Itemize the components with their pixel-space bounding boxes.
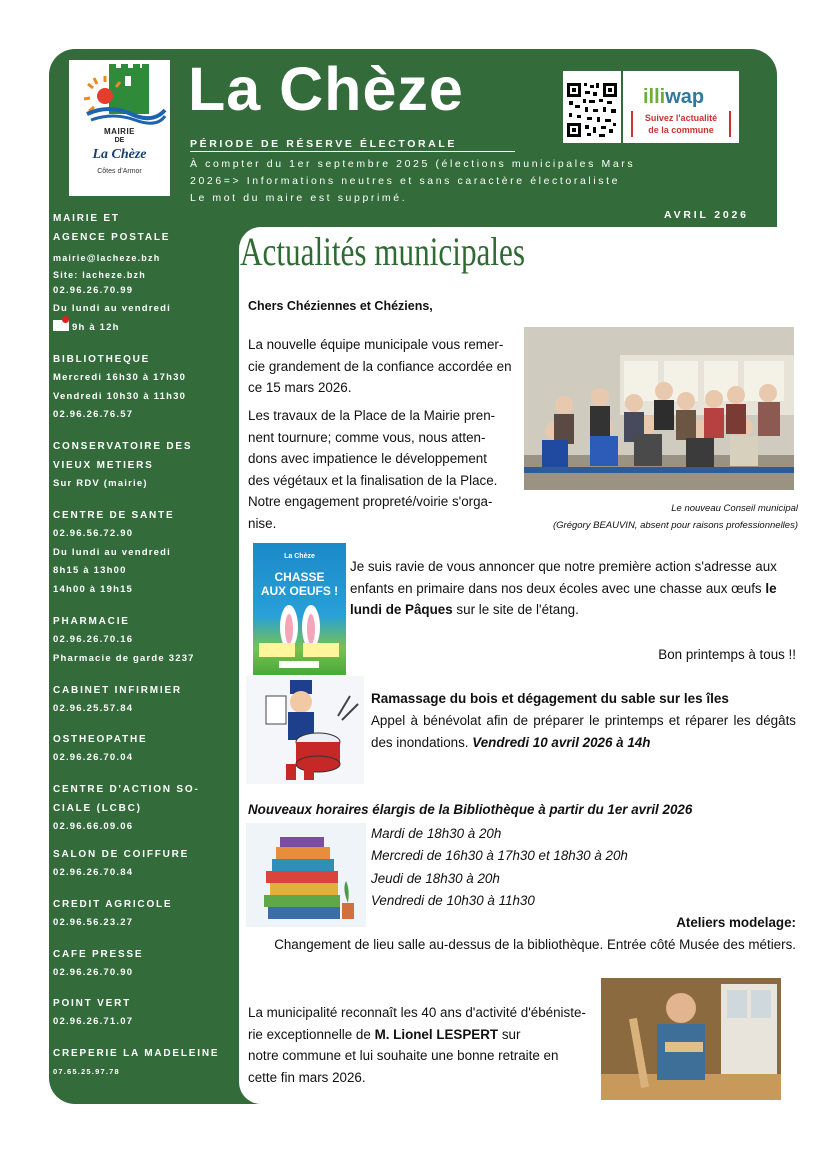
sidebar-credit — [53, 895, 233, 933]
retire-line-1: La municipalité reconnaît les 40 ans d'activité d'ébéniste- — [248, 1005, 586, 1020]
sidebar-point-vert-head: POINT VERT — [53, 998, 132, 1009]
library-title: Nouveaux horaires élargis de la Bibliothèque à partir du 1er avril 2026 — [248, 802, 693, 817]
poster-title-1: CHASSE — [274, 570, 325, 584]
wood-text: Appel à bénévolat afin de préparer le printemps et réparer les dégâts des inondations. — [371, 713, 796, 750]
electoral-notice — [190, 156, 730, 207]
notice-line-1: À compter du 1er septembre 2025 (élections municipales Mars — [190, 158, 636, 170]
notice-line-3: Le mot du maire est supprimé. — [190, 192, 408, 204]
town-crier-illustration — [246, 676, 364, 784]
sidebar-bibliotheque — [53, 350, 233, 425]
illiwap-brand-b: wap — [665, 86, 705, 108]
sidebar-mairie-head-1: MAIRIE ET — [53, 213, 120, 224]
p1-line-2: cie grandement de la confiance accordée en — [248, 358, 512, 374]
sidebar-mairie-email[interactable]: mairie@lacheze.bzh — [53, 253, 161, 263]
sidebar-infirmier-phone: 02.96.25.57.84 — [53, 703, 134, 714]
sidebar-mairie-site[interactable]: Site: lacheze.bzh — [53, 269, 146, 280]
sidebar-pharmacie-head: PHARMACIE — [53, 616, 130, 627]
wood-date: Vendredi 10 avril 2026 à 14h — [472, 734, 651, 750]
drummer-icon — [246, 676, 364, 784]
issue-date: AVRIL 2026 — [664, 209, 749, 221]
logo-department: Côtes d'Armor — [97, 168, 142, 175]
wood-paragraph — [371, 710, 796, 753]
sidebar-coiffure — [53, 845, 233, 883]
sidebar-action-sociale-head-1: CENTRE D'ACTION SO- — [53, 784, 200, 795]
logo-mairie: MAIRIE — [104, 127, 135, 136]
retire-line-4: cette fin mars 2026. — [248, 1069, 366, 1085]
sidebar-pharmacie — [53, 612, 233, 668]
library-hours-2: Mercredi de 16h30 à 17h30 et 18h30 à 20h — [371, 848, 628, 864]
sidebar-cafe — [53, 945, 233, 983]
qr-code-icon — [563, 71, 621, 143]
illiwap-tagline-2: de la commune — [648, 125, 714, 135]
sidebar-conservatoire — [53, 437, 233, 494]
sidebar-sante — [53, 506, 233, 599]
sidebar-conservatoire-head-1: CONSERVATOIRE DES — [53, 441, 193, 452]
photo-caption-2: (Grégory BEAUVIN, absent pour raisons professionnelles) — [552, 520, 798, 531]
sidebar-mairie-days: Du lundi au vendredi — [53, 303, 171, 314]
sidebar-cafe-phone: 02.96.26.70.90 — [53, 967, 134, 978]
sidebar-sante-head: CENTRE DE SANTE — [53, 510, 175, 521]
sidebar-action-sociale-head-2: CIALE (LCBC) — [53, 803, 142, 814]
sidebar-infirmier-head: CABINET INFIRMIER — [53, 685, 182, 696]
sidebar-mairie-phone: 02.96.26.70.99 — [53, 284, 134, 296]
easter-poster — [253, 543, 346, 675]
p2-line-5: Notre engagement propreté/voirie s'orga- — [248, 494, 493, 509]
books-illustration — [246, 823, 366, 927]
spring-wish: Bon printemps à tous !! — [658, 647, 796, 662]
easter-bold: le lundi de Pâques — [350, 580, 777, 617]
sidebar-credit-phone: 02.96.56.23.27 — [53, 917, 134, 928]
poster-top: La Chèze — [284, 553, 315, 560]
library-hours-1: Mardi de 18h30 à 20h — [371, 826, 502, 841]
sidebar-creperie — [53, 1044, 233, 1081]
sidebar-action-sociale — [53, 780, 233, 837]
sidebar-mairie — [53, 209, 233, 337]
retirement-paragraph — [248, 1002, 598, 1088]
sidebar-mairie-hours-row — [53, 319, 233, 338]
p2-line-1: Les travaux de la Place de la Mairie pren- — [248, 408, 496, 423]
sidebar-bibliotheque-line1: Mercredi 16h30 à 17h30 — [53, 372, 187, 383]
mail-icon — [53, 320, 69, 331]
library-hours-3: Jeudi de 18h30 à 20h — [371, 870, 500, 886]
sidebar-bibliotheque-phone: 02.96.26.76.57 — [53, 409, 134, 420]
p2-line-6: nise. — [248, 515, 277, 531]
illiwap-brand-a: illi — [643, 86, 666, 108]
photo-caption — [480, 500, 798, 534]
photo-caption-1: Le nouveau Conseil municipal — [671, 503, 798, 514]
sidebar-point-vert — [53, 994, 233, 1032]
easter-end: sur le site de l'étang. — [456, 602, 579, 617]
illiwap-logo — [643, 86, 704, 109]
sidebar-conservatoire-line: Sur RDV (mairie) — [53, 478, 148, 489]
sidebar-mairie-head-2: AGENCE POSTALE — [53, 232, 171, 243]
retire-2a: rie exceptionnelle de — [248, 1026, 371, 1042]
library-hours-4: Vendredi de 10h30 à 11h30 — [371, 892, 535, 908]
qr-code[interactable] — [563, 71, 621, 143]
easter-paragraph — [350, 556, 796, 621]
notice-line-2: 2026=> Informations neutres et sans caractère électoraliste — [190, 175, 621, 187]
sidebar-action-sociale-phone: 02.96.66.09.06 — [53, 821, 134, 832]
council-photo — [524, 327, 794, 490]
sidebar-bibliotheque-head: BIBLIOTHEQUE — [53, 354, 151, 365]
sidebar-osteo-head: OSTHEOPATHE — [53, 734, 148, 745]
mairie-logo — [69, 60, 170, 196]
retire-2c: sur — [501, 1026, 521, 1042]
sidebar-creperie-phone: 07.65.25.97.78 — [53, 1067, 120, 1076]
sidebar-pharmacie-phone: 02.96.26.70.16 — [53, 634, 134, 645]
sidebar-sante-phone: 02.96.56.72.90 — [53, 528, 134, 539]
castle-sun-icon — [69, 60, 170, 130]
sidebar-cafe-head: CAFE PRESSE — [53, 949, 144, 960]
greeting: Chers Chéziennes et Chéziens, — [248, 299, 433, 313]
sidebar-coiffure-phone: 02.96.26.70.84 — [53, 867, 134, 878]
p2-line-2: nent tournure; comme vous, nous atten- — [248, 429, 486, 445]
library-hours — [371, 823, 671, 912]
retire-line-2 — [248, 1024, 598, 1046]
easter-text: Je suis ravie de vous annoncer que notre première action s'adresse aux enfants en primaire dans nos deux écoles avec une chasse aux œufs — [350, 559, 777, 596]
sidebar-sante-h2: 14h00 à 19h15 — [53, 583, 134, 595]
illiwap-tagline — [631, 111, 731, 137]
sidebar-mairie-hours: 9h à 12h — [72, 321, 120, 333]
ateliers-text: Changement de lieu salle au-dessus de la bibliothèque. Entrée côté Musée des métiers. — [274, 937, 796, 952]
sidebar-sante-h1: 8h15 à 13h00 — [53, 565, 127, 576]
carpenter-workshop-illustration — [601, 978, 781, 1100]
sidebar-coiffure-head: SALON DE COIFFURE — [53, 849, 190, 860]
logo-de: DE — [114, 137, 125, 144]
sidebar-osteo-phone: 02.96.26.70.04 — [53, 752, 134, 763]
p1-line-1: La nouvelle équipe municipale vous remer- — [248, 337, 504, 352]
sidebar-pharmacie-garde: Pharmacie de garde 3237 — [53, 652, 195, 664]
council-group-illustration — [524, 327, 794, 490]
p2-line-4: des végétaux et la finalisation de la Place. — [248, 472, 498, 488]
page-title: La Chèze — [188, 55, 464, 123]
books-stack-icon — [246, 823, 366, 927]
paragraph-equipe — [248, 334, 520, 399]
section-title: Actualités municipales — [240, 229, 526, 274]
sidebar-sante-days: Du lundi au vendredi — [53, 546, 171, 558]
periode-heading: PÉRIODE DE RÉSERVE ÉLECTORALE — [190, 138, 457, 150]
retire-line-3: notre commune et lui souhaite une bonne retraite en — [248, 1048, 559, 1063]
sidebar-point-vert-phone: 02.96.26.71.07 — [53, 1016, 134, 1027]
illiwap-tagline-1: Suivez l'actualité — [644, 113, 718, 123]
p2-line-3: dons avec impatience le développement — [248, 451, 487, 466]
illiwap-badge[interactable] — [623, 71, 739, 143]
ateliers-title: Ateliers modelage: — [676, 915, 796, 930]
sidebar-bibliotheque-line2: Vendredi 10h30 à 11h30 — [53, 390, 187, 402]
wood-title: Ramassage du bois et dégagement du sable sur les îles — [371, 691, 729, 706]
carpenter-photo — [601, 978, 781, 1100]
sidebar-osteo — [53, 730, 233, 768]
logo-name: La Chèze — [92, 147, 147, 162]
sidebar-credit-head: CREDIT AGRICOLE — [53, 899, 173, 910]
sidebar-infirmier — [53, 681, 233, 719]
periode-underline — [190, 151, 515, 152]
retire-name: M. Lionel LESPERT — [374, 1026, 499, 1042]
p1-line-3: ce 15 mars 2026. — [248, 380, 352, 395]
sidebar-conservatoire-head-2: VIEUX METIERS — [53, 460, 154, 471]
bunny-ears-icon — [253, 543, 346, 675]
poster-title-2: AUX OEUFS ! — [260, 584, 339, 598]
sidebar-creperie-head: CREPERIE LA MADELEINE — [53, 1048, 220, 1059]
